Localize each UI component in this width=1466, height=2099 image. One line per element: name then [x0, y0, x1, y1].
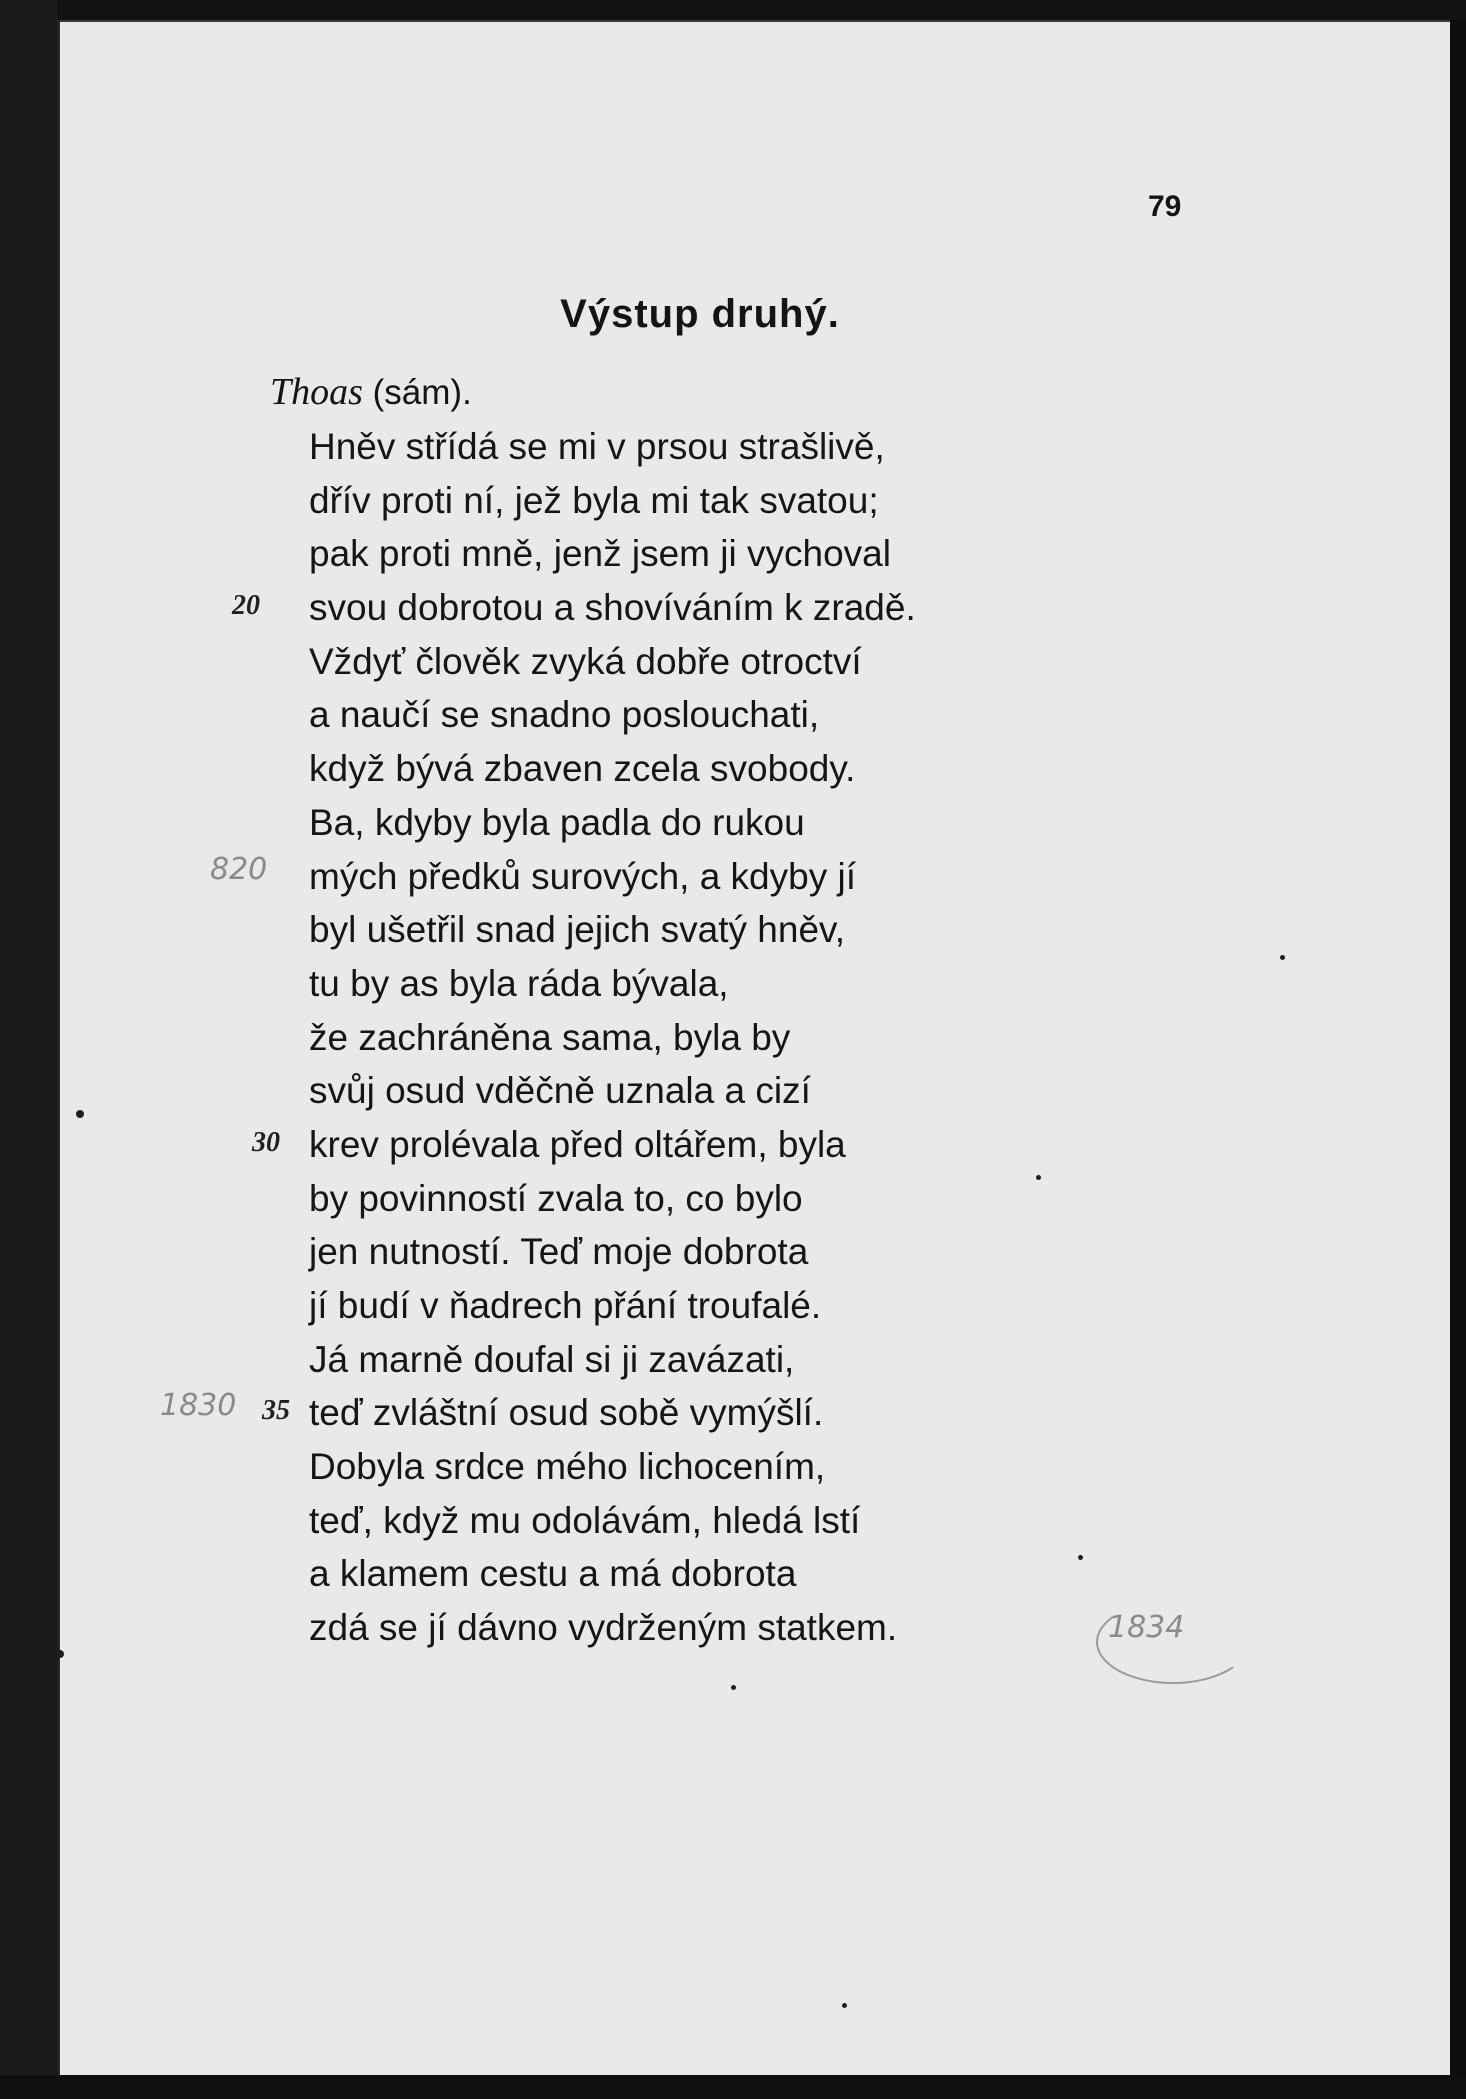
pencil-circle-mark — [1096, 1600, 1250, 1684]
verse-line: a klamem cestu a má dobrota — [309, 1553, 797, 1595]
speck — [731, 1685, 736, 1690]
verse-line: svůj osud vděčně uznala a cizí — [309, 1070, 811, 1112]
handwritten-note: 1830 — [160, 1388, 237, 1423]
verse-line: jí budí v ňadrech přání troufalé. — [309, 1285, 822, 1326]
verse-line: by povinností zvala to, co bylo — [309, 1177, 803, 1219]
verse-line: teď zvláštní osud sobě vymýšlí. — [309, 1392, 824, 1434]
speaker-name: Thoas — [270, 371, 363, 413]
verse-line: Dobyla srdce mého lichocením, — [309, 1446, 826, 1488]
speck — [56, 1650, 64, 1658]
speaker-note: (sám). — [372, 373, 472, 412]
verse-line: že zachráněna sama, byla by — [309, 1016, 791, 1058]
verse-line: krev prolévala před oltářem, byla — [309, 1123, 846, 1165]
handwritten-note: 1834 — [1108, 1610, 1185, 1645]
verse-line: svou dobrotou a shovíváním k zradě. — [309, 587, 916, 629]
verse-line: Ba, kdyby byla padla do rukou — [309, 801, 805, 843]
speck — [1078, 1555, 1083, 1560]
verse-line: Hněv střídá se mi v prsou strašlivě, — [309, 426, 885, 467]
verse-line: jen nutností. Teď moje dobrota — [309, 1231, 809, 1273]
speaker-line — [270, 370, 472, 414]
verse-line: mých předků surových, a kdyby jí — [309, 855, 856, 897]
verse-list — [309, 420, 916, 1655]
page-number: 79 — [1148, 190, 1182, 223]
verse-line: když bývá zbaven zcela svobody. — [309, 748, 856, 790]
verse-line: dřív proti ní, jež byla mi tak svatou; — [309, 479, 879, 521]
speck — [842, 2003, 847, 2008]
page-edge-right — [1450, 20, 1466, 2099]
speck — [76, 1110, 84, 1118]
line-number: 35 — [262, 1395, 290, 1426]
verse-line: Vždyť člověk zvyká dobře otroctví — [309, 640, 862, 682]
verse-line: a naučí se snadno poslouchati, — [309, 694, 820, 736]
verse-line: teď, když mu odolávám, hledá lstí — [309, 1499, 861, 1541]
scan-bottom-band — [0, 2075, 1466, 2099]
verse-line: pak proti mně, jenž jsem ji vychoval — [309, 533, 891, 575]
speck — [1036, 1175, 1041, 1180]
line-number: 20 — [232, 590, 260, 621]
line-number: 30 — [252, 1127, 280, 1158]
handwritten-note: 820 — [210, 852, 268, 887]
verse-line: Já marně doufal si ji zavázati, — [309, 1338, 795, 1380]
speck — [1280, 955, 1285, 960]
verse-line: byl ušetřil snad jejich svatý hněv, — [309, 909, 846, 951]
verse-line: tu by as byla ráda bývala, — [309, 962, 729, 1004]
verse-line: zdá se jí dávno vydrženým statkem. — [309, 1607, 898, 1649]
scene-heading: Výstup druhý. — [560, 292, 840, 336]
